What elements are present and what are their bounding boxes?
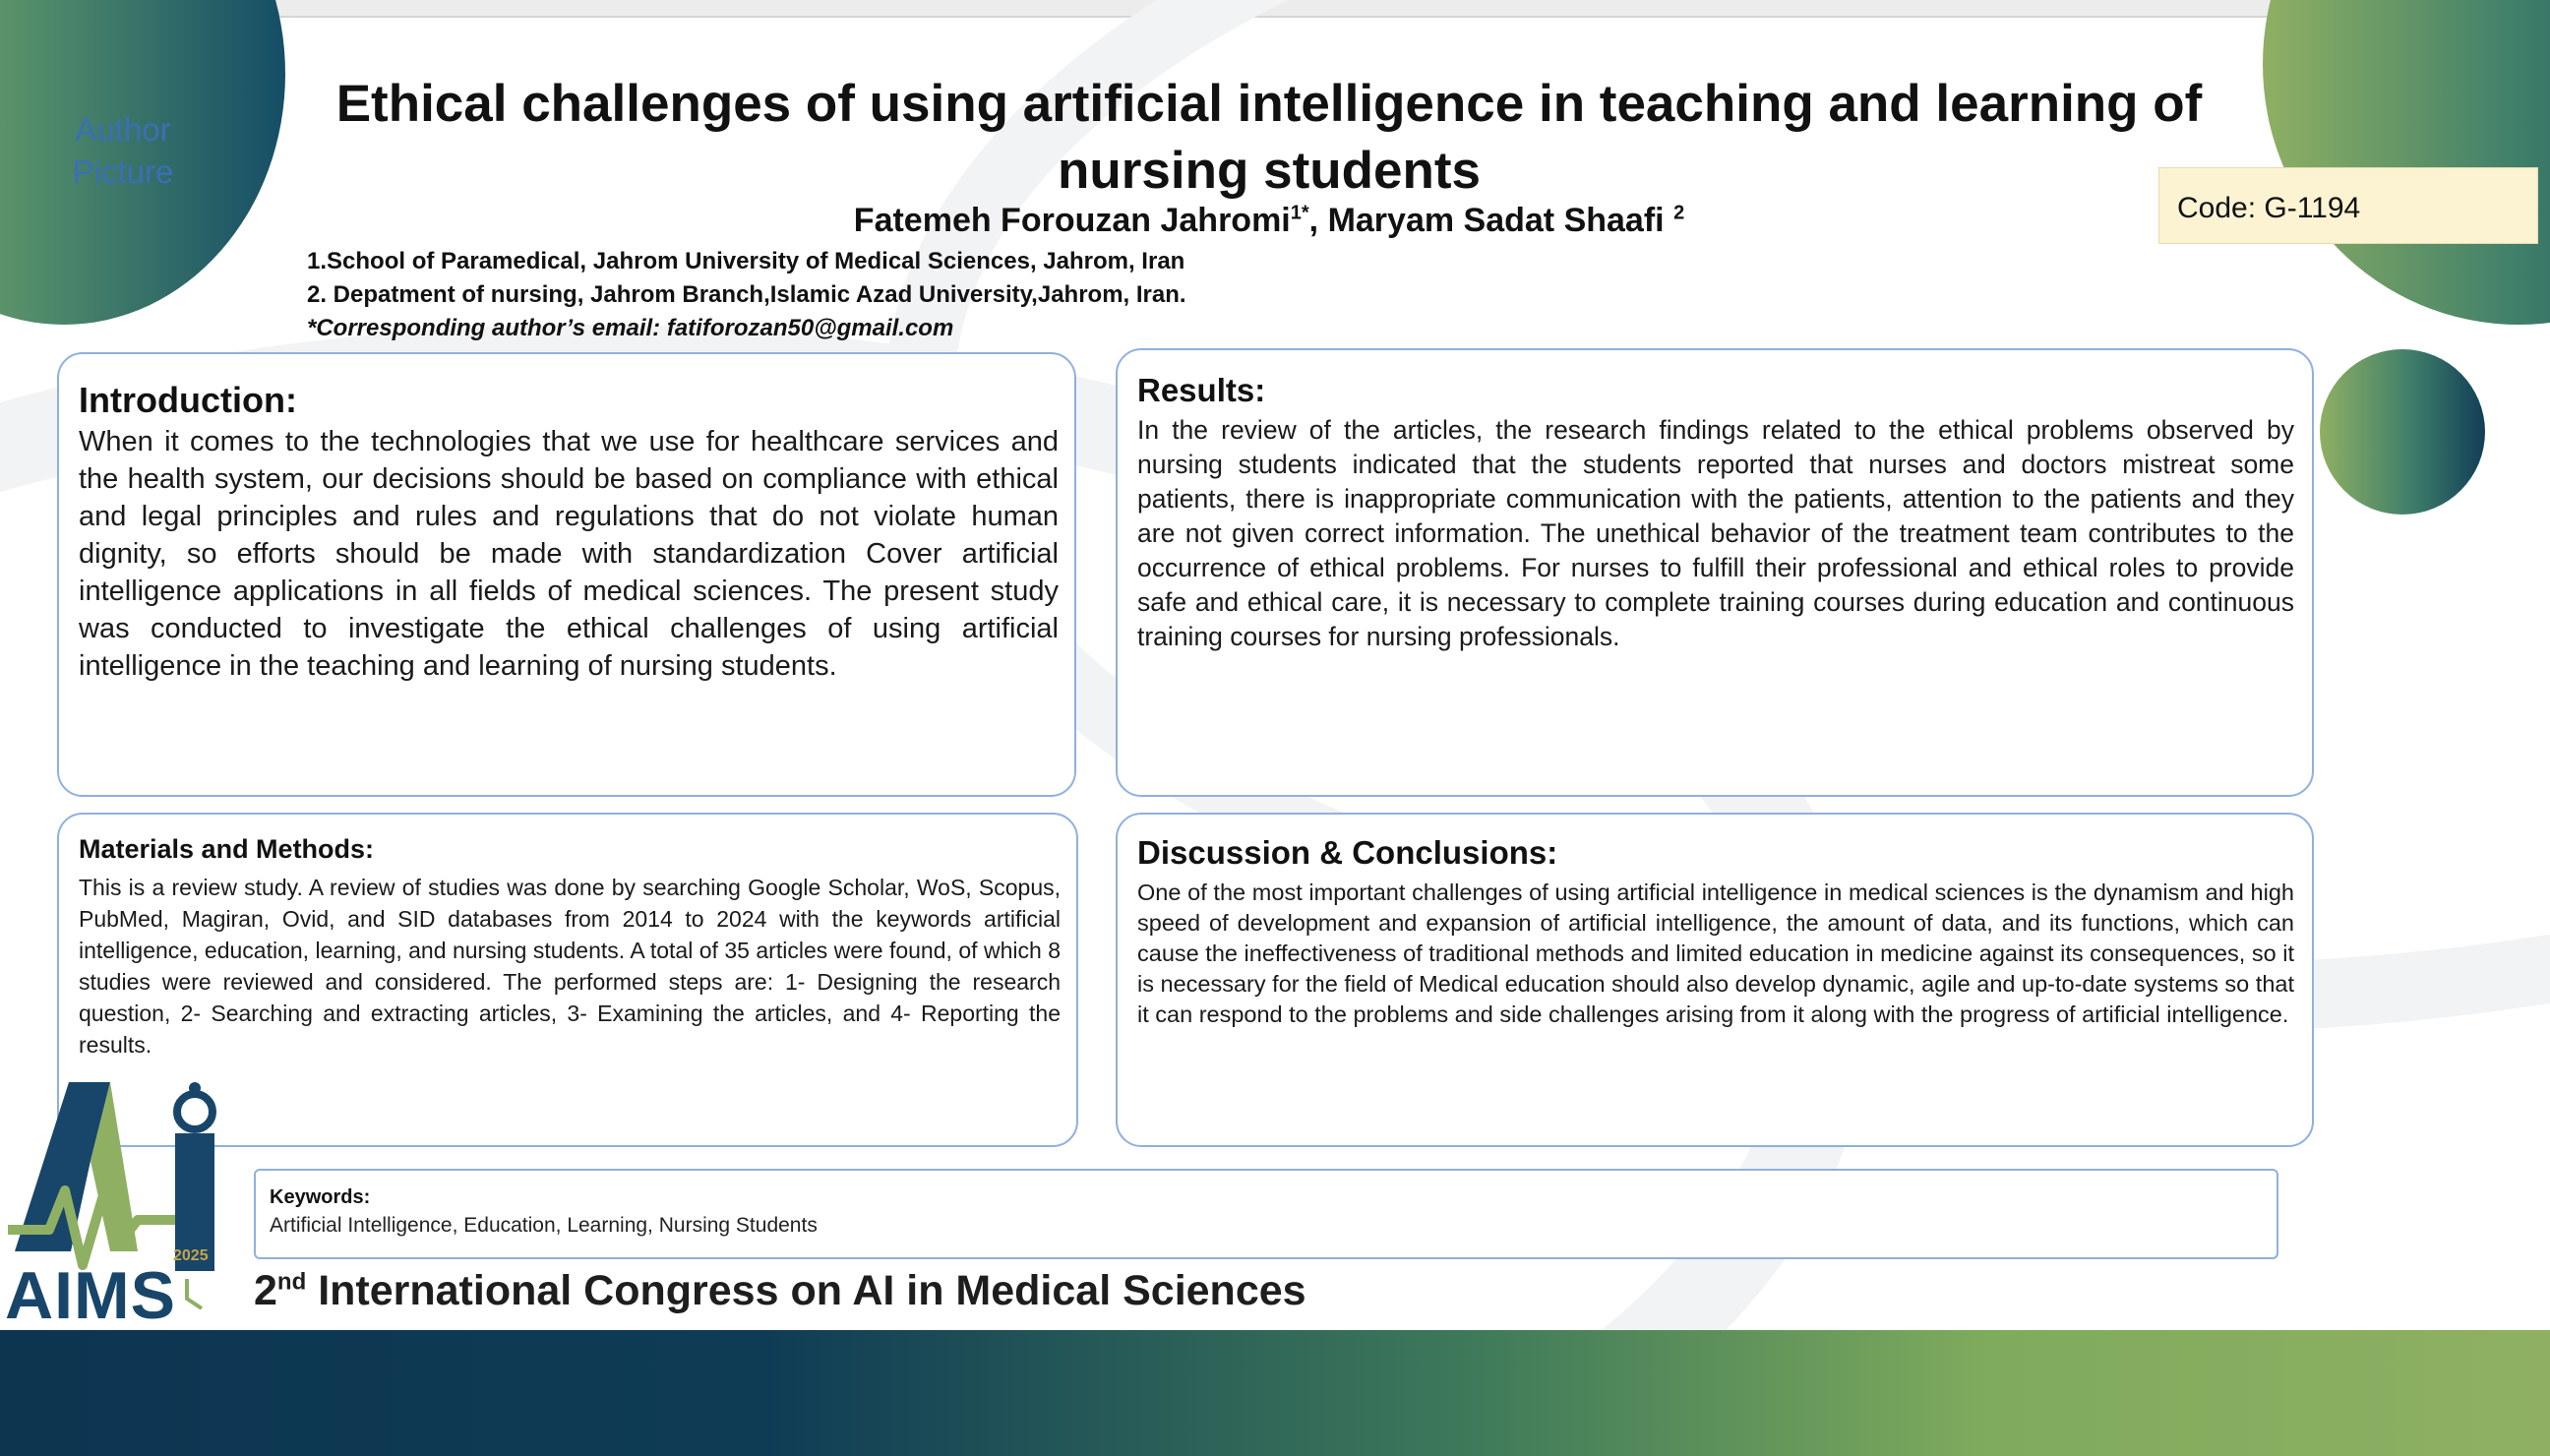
title-line-2: nursing students <box>1058 142 1481 200</box>
author-2-marker: 2 <box>1673 202 1685 224</box>
discussion-section <box>1116 813 2314 1147</box>
affiliation-2: 2. Depatment of nursing, Jahrom Branch,Islamic Azad University,Jahrom, Iran. <box>307 281 1186 308</box>
authors-line <box>689 202 1850 240</box>
poster-code-badge: Code: G-1194 <box>2158 167 2538 244</box>
author-1: Fatemeh Forouzan Jahromi <box>853 202 1291 239</box>
keywords-title: Keywords: <box>270 1186 371 1208</box>
discussion-text: One of the most important challenges of using artificial intelligence in medical sciences is the dynamism and high speed of development and expansion of artificial intelligence, the amount of data, and its functions, which can cause the ineffectiveness of traditional methods and limited education in medicine against its consequences, so it is necessary for the field of Medical education should also develop dynamic, agile and up-to-date systems so that it can respond to the problems and side challenges arising from it along with the progress of artificial intelligence. <box>1137 880 2294 1027</box>
title-line-1: Ethical challenges of using artificial intelligence in teaching and learning of <box>335 75 2203 133</box>
keywords-box <box>254 1169 2278 1259</box>
congress-name <box>254 1267 1306 1315</box>
results-text: In the review of the articles, the research findings related to the ethical problems observed by nursing students indicated that the students reported that nurses and doctors mistreat some patients, there is inappropriate communication with the patients, attention to the patients and they are not given correct information. The unethical behavior of the treatment team contributes to the occurrence of ethical problems. For nurses to fulfill their professional and ethical roles to provide safe and ethical care, it is necessary to complete training courses during education and continuous training courses for nursing professionals. <box>1137 415 2294 651</box>
corresponding-author: *Corresponding author’s email: fatiforozan50@gmail.com <box>307 315 954 341</box>
introduction-section <box>57 352 1076 797</box>
author-2: Maryam Sadat Shaafi <box>1327 202 1665 239</box>
congress-ordinal-suffix: nd <box>276 1268 307 1296</box>
logo-year: 2025 <box>173 1247 209 1264</box>
introduction-text: When it comes to the technologies that we use for healthcare services and the health system, our decisions should be based on compliance with ethical and legal principles and rules and regulations that do not violate human dignity, so efforts should be made with standardization Cover artificial intelligence applications in all fields of medical sciences. The present study was conducted to investigate the ethical challenges of using artificial intelligence in the teaching and learning of nursing students. <box>79 426 1059 682</box>
keywords-text: Artificial Intelligence, Education, Learning, Nursing Students <box>270 1214 818 1237</box>
decorative-circle-small <box>2320 349 2485 515</box>
materials-methods-title: Materials and Methods: <box>79 834 375 864</box>
congress-title: International Congress on AI in Medical Sciences <box>306 1267 1306 1314</box>
author-picture-placeholder: Author Picture <box>72 111 174 190</box>
introduction-title: Introduction: <box>79 380 297 420</box>
author-separator: , <box>1308 202 1328 239</box>
results-title: Results: <box>1137 372 1266 408</box>
congress-ordinal: 2 <box>254 1267 277 1314</box>
author-1-marker: 1* <box>1290 202 1309 224</box>
materials-methods-text: This is a review study. A review of studies was done by searching Google Scholar, WoS, Scopus, PubMed, Magiran, Ovid, and SID databases from 2014 to 2024 with the keywords artificial intelligence, education, learning, and nursing students. A total of 35 articles were found, of which 8 studies were reviewed and considered. The performed steps are: 1- Designing the research question, 2- Searching and extracting articles, 3- Examining the articles, and 4- Reporting the results. <box>79 875 1061 1058</box>
results-section <box>1116 348 2314 797</box>
footer-gradient-band <box>0 1330 2550 1456</box>
discussion-title: Discussion & Conclusions: <box>1137 834 1558 871</box>
poster-title <box>295 71 2243 205</box>
aims-logo-text: AIMS <box>5 1258 176 1333</box>
affiliation-1: 1.School of Paramedical, Jahrom University of Medical Sciences, Jahrom, Iran <box>307 248 1185 274</box>
